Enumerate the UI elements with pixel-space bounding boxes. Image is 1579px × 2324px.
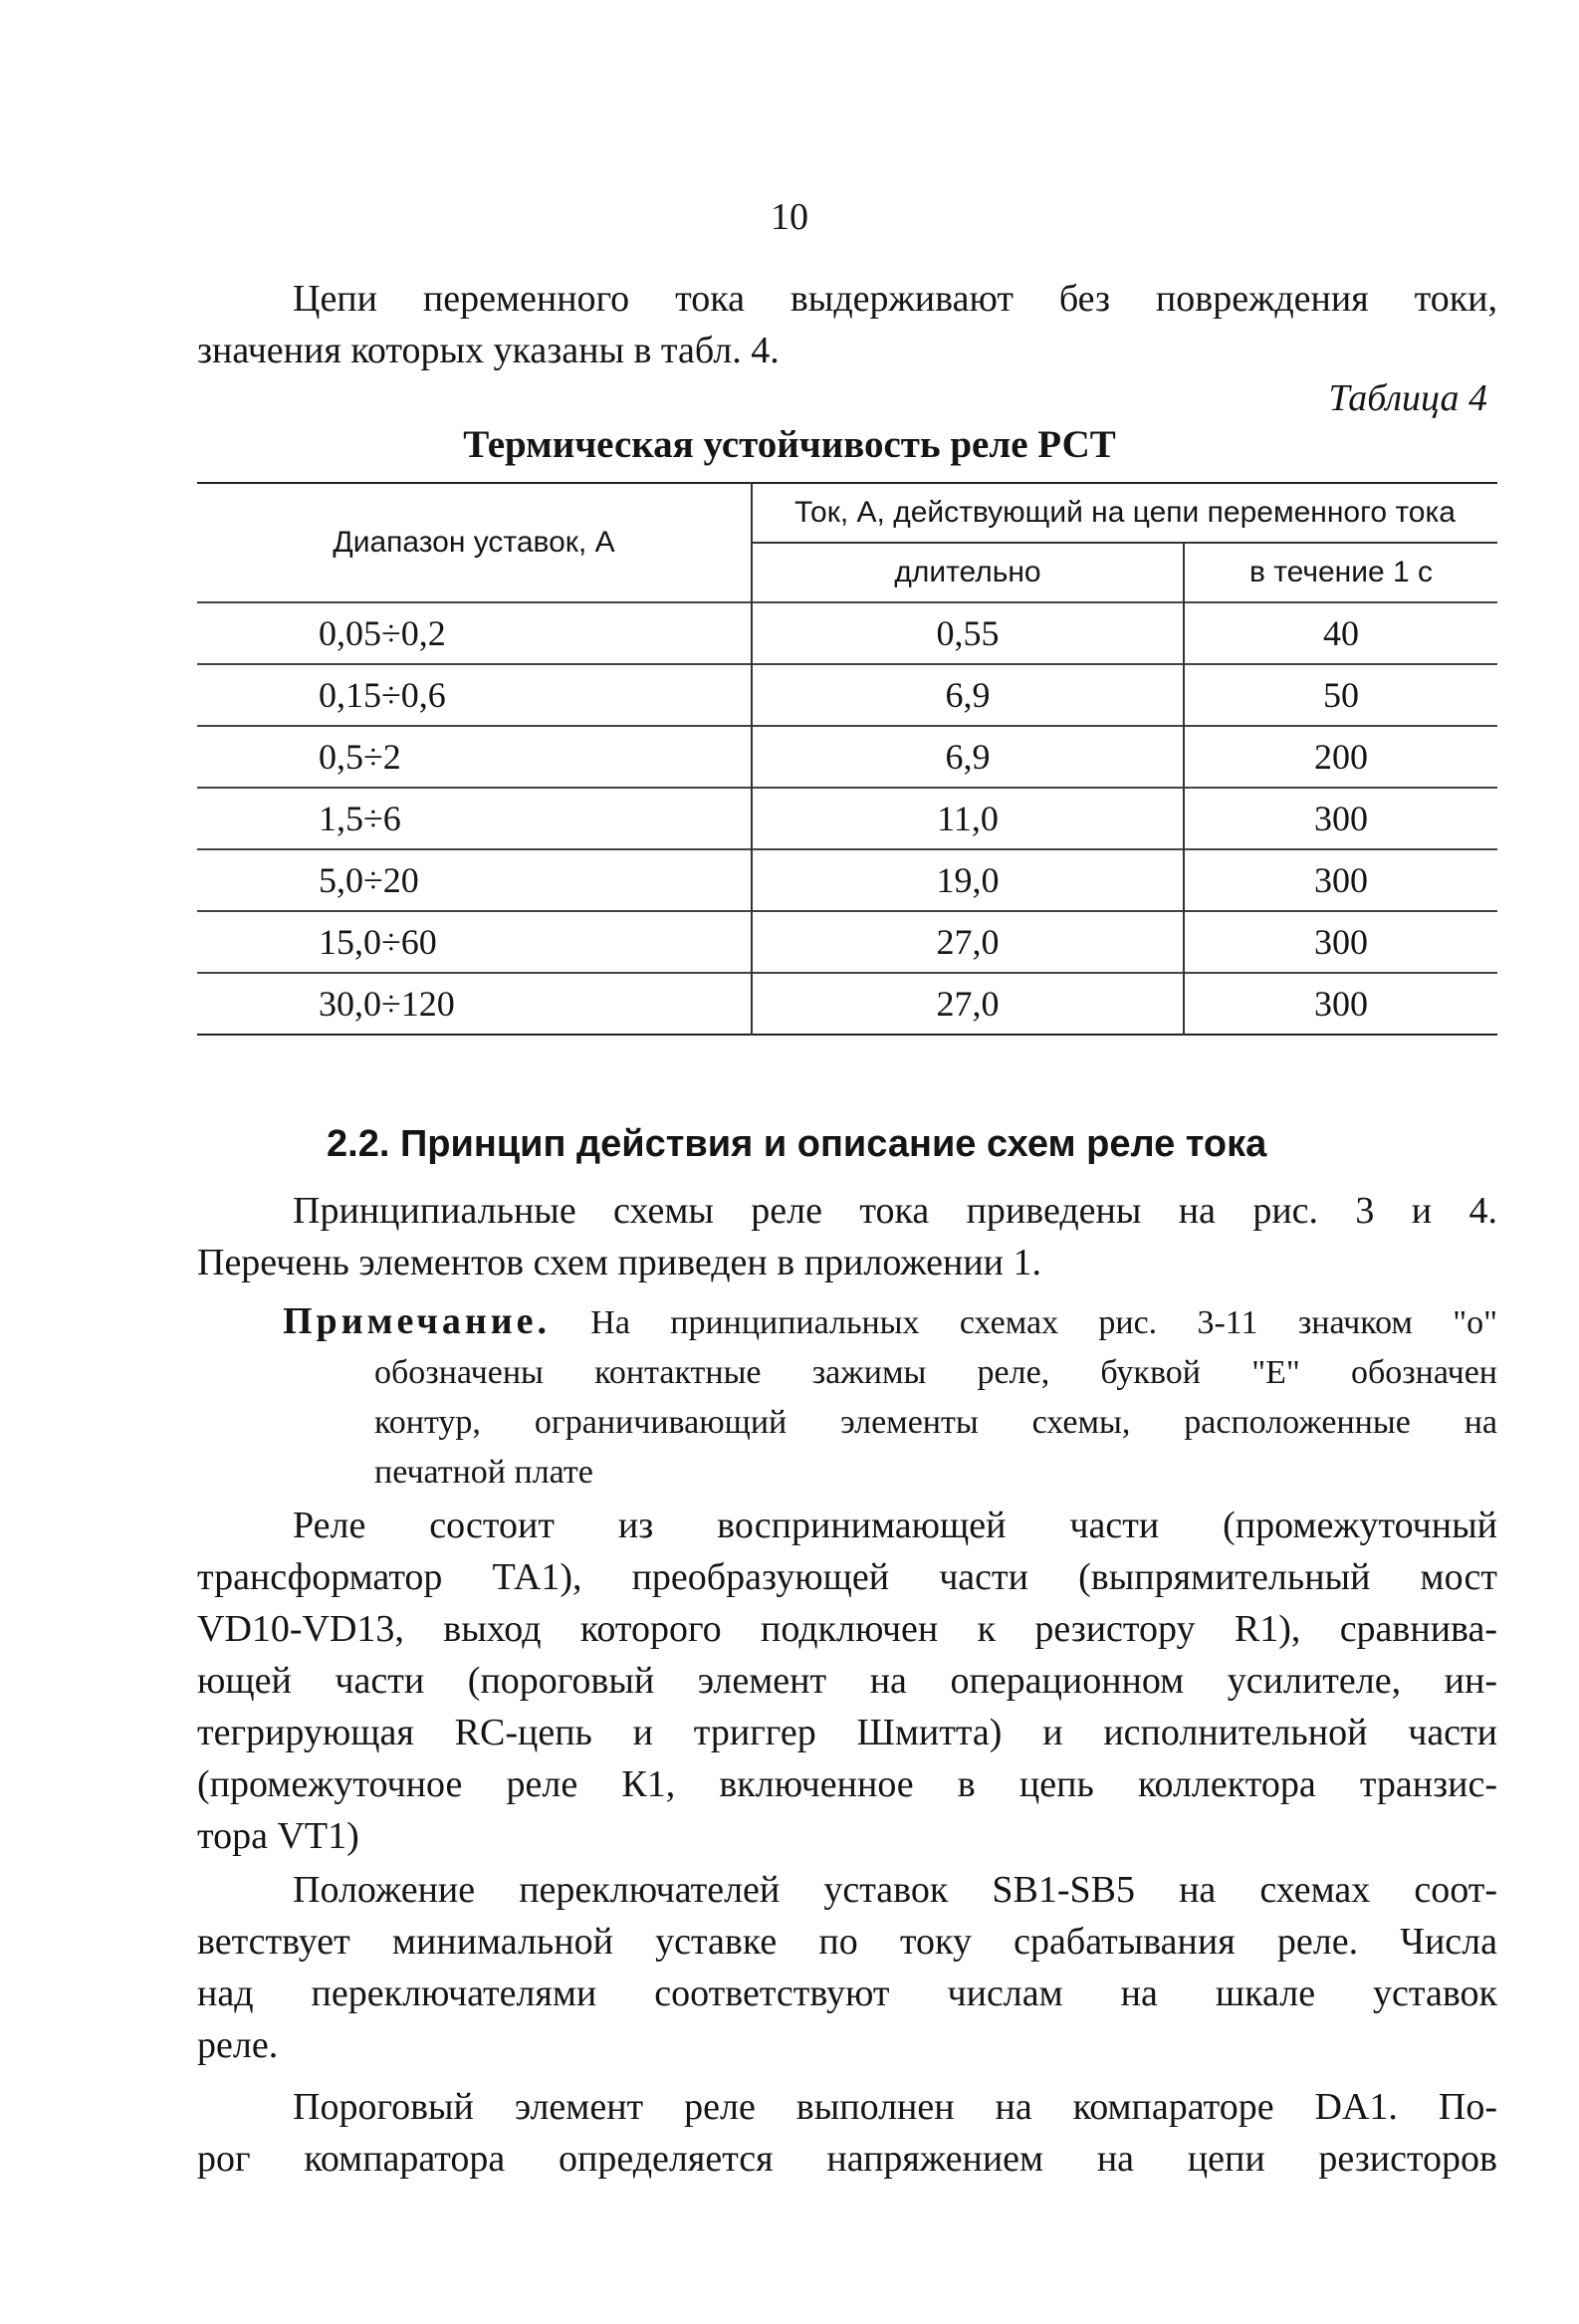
table-label: Таблица 4 bbox=[1328, 377, 1487, 419]
table-row bbox=[197, 849, 1497, 911]
text-line: Пороговый элемент реле выполнен на компараторе DA1. По- bbox=[293, 2086, 1497, 2128]
header-long-term: длительно bbox=[752, 543, 1184, 602]
text-line: значения которых указаны в табл. 4. bbox=[197, 330, 780, 371]
table-row bbox=[197, 602, 1497, 664]
thermal-stability-table bbox=[197, 482, 1497, 1036]
cell-one-second: 200 bbox=[1184, 726, 1497, 788]
text-line: трансформатор ТА1), преобразующей части (выпрямительный мост bbox=[197, 1556, 1497, 1598]
cell-range: 0,05÷0,2 bbox=[197, 602, 752, 664]
cell-one-second: 300 bbox=[1184, 973, 1497, 1035]
paragraph-comparator bbox=[197, 2081, 1497, 2185]
header-settings-range: Диапазон уставок, А bbox=[197, 483, 752, 602]
table-row bbox=[197, 911, 1497, 973]
cell-long-term: 19,0 bbox=[752, 849, 1184, 911]
paragraph-relay-structure bbox=[197, 1500, 1497, 1862]
cell-range: 15,0÷60 bbox=[197, 911, 752, 973]
intro-paragraph bbox=[197, 273, 1497, 376]
text-line: VD10-VD13, выход которого подключен к резистору R1), сравнива- bbox=[197, 1608, 1497, 1650]
text-line: На принципиальных схемах рис. 3-11 значком "о" bbox=[590, 1304, 1497, 1341]
header-current-group: Ток, А, действующий на цепи переменного тока bbox=[794, 496, 1456, 529]
cell-one-second: 300 bbox=[1184, 788, 1497, 849]
text-line: тегрирующая RC-цепь и триггер Шмитта) и исполнительной части bbox=[197, 1712, 1497, 1753]
page-number: 10 bbox=[771, 196, 808, 238]
text-line: ветствует минимальной уставке по току срабатывания реле. Числа bbox=[197, 1921, 1497, 1963]
cell-one-second: 300 bbox=[1184, 911, 1497, 973]
cell-range: 30,0÷120 bbox=[197, 973, 752, 1035]
paragraph-schemes bbox=[197, 1185, 1497, 1288]
cell-long-term: 6,9 bbox=[752, 726, 1184, 788]
text-line: реле. bbox=[197, 2024, 279, 2066]
cell-one-second: 50 bbox=[1184, 664, 1497, 726]
text-line: ющей части (пороговый элемент на операционном усилителе, ин- bbox=[197, 1660, 1497, 1702]
text-line: Перечень элементов схем приведен в приложении 1. bbox=[197, 1242, 1042, 1283]
text-line: Принципиальные схемы реле тока приведены на рис. 3 и 4. bbox=[293, 1190, 1497, 1232]
text-line: контур, ограничивающий элементы схемы, расположенные на bbox=[374, 1404, 1497, 1441]
cell-long-term: 27,0 bbox=[752, 973, 1184, 1035]
text-line: Цепи переменного тока выдерживают без повреждения токи, bbox=[293, 278, 1497, 320]
table-row bbox=[197, 788, 1497, 849]
table-row bbox=[197, 973, 1497, 1035]
cell-long-term: 11,0 bbox=[752, 788, 1184, 849]
text-line: рог компаратора определяется напряжением на цепи резисторов bbox=[197, 2138, 1497, 2180]
text-line: обозначены контактные зажимы реле, буквой "Е" обозначен bbox=[374, 1354, 1497, 1391]
text-line: над переключателями соответствуют числам на шкале уставок bbox=[197, 1973, 1497, 2014]
text-line: печатной плате bbox=[374, 1454, 593, 1491]
cell-range: 0,5÷2 bbox=[197, 726, 752, 788]
text-line: (промежуточное реле К1, включенное в цепь коллектора транзис- bbox=[197, 1763, 1497, 1805]
text-line: Положение переключателей уставок SB1-SB5 на схемах соот- bbox=[293, 1869, 1497, 1911]
section-heading: 2.2. Принцип действия и описание схем реле тока bbox=[327, 1123, 1267, 1165]
cell-long-term: 6,9 bbox=[752, 664, 1184, 726]
cell-range: 5,0÷20 bbox=[197, 849, 752, 911]
note-label: Примечание. bbox=[283, 1300, 551, 1342]
cell-long-term: 27,0 bbox=[752, 911, 1184, 973]
cell-long-term: 0,55 bbox=[752, 602, 1184, 664]
cell-range: 1,5÷6 bbox=[197, 788, 752, 849]
cell-one-second: 40 bbox=[1184, 602, 1497, 664]
table-row bbox=[197, 726, 1497, 788]
table-row bbox=[197, 664, 1497, 726]
text-line: Реле состоит из воспринимающей части (промежуточный bbox=[293, 1505, 1497, 1546]
table-title: Термическая устойчивость реле РСТ bbox=[463, 423, 1116, 466]
note-block bbox=[283, 1296, 1497, 1498]
paragraph-switches bbox=[197, 1864, 1497, 2071]
cell-range: 0,15÷0,6 bbox=[197, 664, 752, 726]
cell-one-second: 300 bbox=[1184, 849, 1497, 911]
text-line: тора VT1) bbox=[197, 1815, 359, 1857]
header-one-second: в течение 1 с bbox=[1184, 543, 1497, 602]
